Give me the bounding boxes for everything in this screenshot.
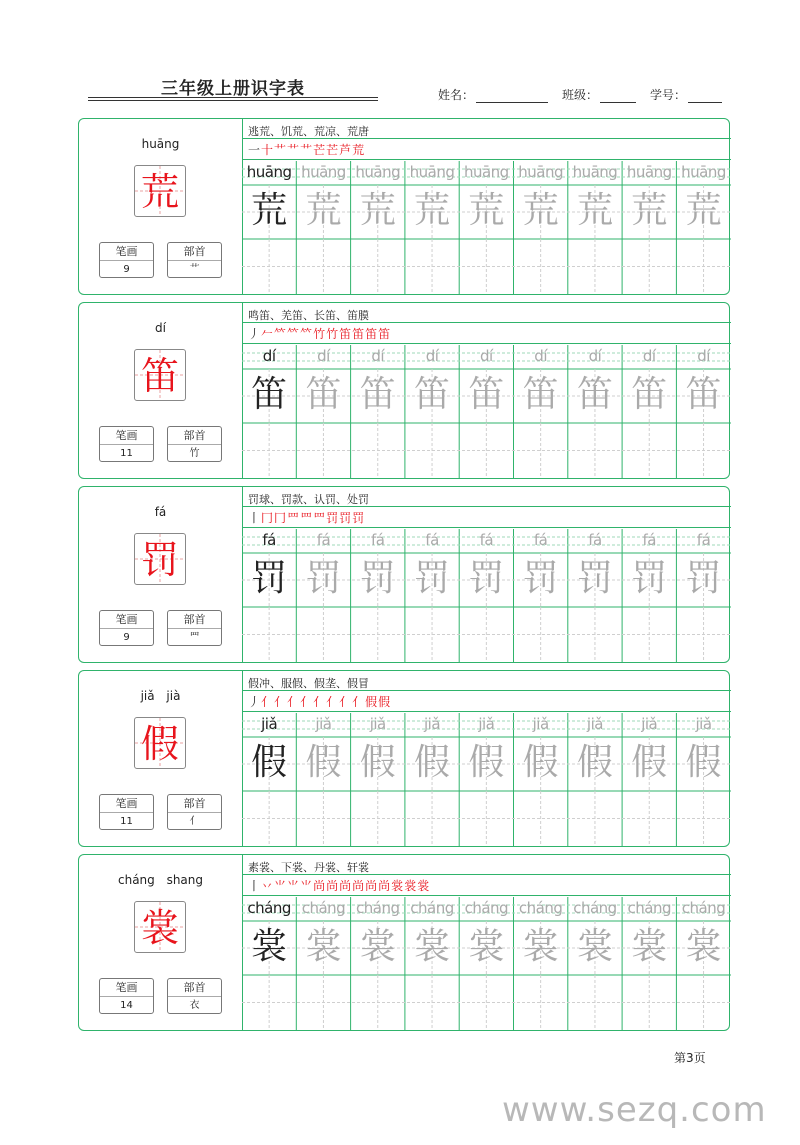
class-field[interactable] (562, 86, 636, 103)
row-divider (242, 159, 731, 160)
stroke-step: 一 (248, 143, 262, 157)
radical-label: 部首 (168, 427, 221, 445)
stroke-step: 笛 (339, 327, 353, 341)
character-box (134, 165, 186, 217)
stroke-step: 荒 (352, 143, 366, 157)
blank-writing-cell[interactable] (405, 239, 459, 294)
class-blank[interactable] (600, 89, 636, 103)
blank-writing-cell[interactable] (296, 975, 350, 1030)
character-trace: 罚 (468, 558, 505, 599)
practice-panel (242, 671, 731, 846)
stroke-step: 罚 (326, 511, 340, 525)
practice-grid (242, 713, 731, 846)
character-box (134, 717, 186, 769)
blank-writing-cell[interactable] (242, 607, 296, 662)
character-model: 笛 (251, 374, 288, 415)
character-trace: 裳 (305, 926, 342, 967)
stroke-step: 艹 (287, 143, 301, 157)
stroke-step: 丷 (261, 879, 275, 893)
practice-panel (242, 487, 731, 662)
character-trace: 笛 (305, 374, 342, 415)
stroke-step: 亻 (274, 695, 288, 709)
radical-value: 亻 (189, 816, 200, 827)
character-trace: 笛 (685, 374, 722, 415)
pinyin-label: fá (154, 505, 167, 519)
practice-panel (242, 119, 731, 294)
stroke-step: 假 (365, 695, 379, 709)
radical-box (167, 426, 222, 462)
radical-value: 艹 (189, 264, 200, 275)
student-id-label: 学号： (650, 88, 687, 102)
practice-panel (242, 303, 731, 478)
stroke-count-value: 11 (120, 448, 133, 459)
blank-writing-cell[interactable] (459, 975, 513, 1030)
practice-grid (242, 529, 731, 662)
stroke-step: 亻 (339, 695, 353, 709)
featured-character: 荒 (140, 170, 179, 214)
blank-writing-cell[interactable] (296, 239, 350, 294)
class-label: 班级： (562, 88, 599, 102)
blank-writing-cell[interactable] (405, 791, 459, 846)
stroke-count-box (99, 978, 154, 1014)
character-trace: 假 (305, 742, 342, 783)
character-trace: 裳 (576, 926, 613, 967)
stroke-step: 罚 (352, 511, 366, 525)
stroke-step: 笛 (352, 327, 366, 341)
character-card (78, 486, 730, 663)
title-underline (88, 97, 378, 98)
stroke-step: ⺌ (287, 879, 301, 893)
character-trace: 裳 (359, 926, 396, 967)
blank-writing-cell[interactable] (514, 423, 568, 478)
radical-label: 部首 (168, 979, 221, 997)
stroke-count-label: 笔画 (100, 243, 153, 261)
stroke-step: 罒 (313, 511, 327, 525)
character-trace: 罚 (359, 558, 396, 599)
character-trace: 荒 (359, 190, 396, 231)
pinyin-trace: huāng (518, 163, 564, 181)
pinyin-trace: jiǎ (478, 715, 495, 733)
pinyin-trace: jiǎ (641, 715, 658, 733)
blank-writing-cell[interactable] (459, 239, 513, 294)
character-info-panel (79, 119, 243, 294)
stroke-count-box (99, 794, 154, 830)
stroke-step: 艹 (274, 143, 288, 157)
pinyin-trace: huāng (409, 163, 455, 181)
pinyin-label: huāng (141, 137, 180, 151)
pinyin-model: jiǎ (261, 715, 278, 733)
stroke-step: 丨 (248, 879, 262, 893)
pinyin-model: fá (262, 531, 276, 549)
pinyin-label: dí (155, 321, 166, 335)
row-divider (242, 874, 731, 875)
blank-writing-cell[interactable] (242, 239, 296, 294)
pinyin-trace: fá (588, 531, 602, 549)
pinyin-trace: cháng (356, 899, 400, 917)
stroke-count-box (99, 610, 154, 646)
character-trace: 罚 (414, 558, 451, 599)
pinyin-trace: jiǎ (695, 715, 712, 733)
character-info-panel (79, 855, 243, 1030)
pinyin-trace: jiǎ (586, 715, 603, 733)
radical-value: 衣 (189, 1000, 200, 1011)
stroke-step: 裳 (417, 879, 431, 893)
stroke-step: 𥫗 (287, 327, 301, 341)
character-trace: 裳 (685, 926, 722, 967)
blank-writing-cell[interactable] (514, 607, 568, 662)
stroke-step: 笛 (365, 327, 379, 341)
stroke-step: 芦 (339, 143, 353, 157)
character-trace: 笛 (631, 374, 668, 415)
practice-grid (242, 897, 731, 1030)
stroke-step: 亻 (313, 695, 327, 709)
watermark: www.sezq.com (502, 1090, 767, 1130)
pinyin-trace: cháng (681, 899, 726, 917)
pinyin-trace: dí (479, 347, 493, 365)
name-field[interactable] (438, 86, 548, 103)
featured-character: 假 (140, 722, 179, 766)
character-trace: 假 (631, 742, 668, 783)
radical-box (167, 978, 222, 1014)
word-examples: 罚球、罚款、认罚、处罚 (248, 493, 369, 506)
blank-writing-cell[interactable] (351, 791, 405, 846)
stroke-step: 𥫗 (300, 327, 314, 341)
stroke-count-label: 笔画 (100, 979, 153, 997)
character-model: 假 (251, 742, 288, 783)
blank-writing-cell[interactable] (459, 423, 513, 478)
stroke-step: 尚 (313, 879, 327, 893)
radical-box (167, 794, 222, 830)
character-trace: 裳 (414, 926, 451, 967)
stroke-step: 𠂉 (261, 327, 275, 341)
pinyin-trace: fá (425, 531, 439, 549)
blank-writing-cell[interactable] (242, 423, 296, 478)
blank-writing-cell[interactable] (622, 423, 676, 478)
pinyin-trace: jiǎ (369, 715, 386, 733)
character-trace: 笛 (468, 374, 505, 415)
pinyin-trace: dí (371, 347, 385, 365)
stroke-order (248, 877, 430, 894)
pinyin-trace: dí (317, 347, 330, 365)
character-trace: 罚 (631, 558, 668, 599)
pinyin-trace: jiǎ (532, 715, 549, 733)
stroke-step: 亻 (287, 695, 301, 709)
row-divider (242, 343, 731, 344)
stroke-count-label: 笔画 (100, 611, 153, 629)
blank-writing-cell[interactable] (296, 423, 350, 478)
character-trace: 裳 (631, 926, 668, 967)
page-title: 三年级上册识字表 (161, 79, 305, 99)
blank-writing-cell[interactable] (405, 607, 459, 662)
stroke-step: 裳 (404, 879, 418, 893)
pinyin-trace: huāng (355, 163, 401, 181)
stroke-order (248, 325, 391, 342)
name-blank[interactable] (476, 89, 548, 103)
stroke-step: 尚 (339, 879, 353, 893)
stroke-step: 亻 (261, 695, 275, 709)
character-trace: 假 (414, 742, 451, 783)
blank-writing-cell[interactable] (622, 791, 676, 846)
blank-writing-cell[interactable] (568, 607, 622, 662)
blank-writing-cell[interactable] (459, 607, 513, 662)
word-examples: 素裳、下裳、丹裳、轩裳 (248, 861, 369, 874)
page-number: 第3页 (674, 1051, 706, 1065)
pinyin-trace: huāng (301, 163, 346, 181)
radical-box (167, 610, 222, 646)
pinyin-trace: cháng (627, 899, 671, 917)
pinyin-trace: dí (534, 347, 547, 365)
stroke-step: 艹 (300, 143, 314, 157)
stroke-step: 罒 (300, 511, 314, 525)
stroke-count-value: 11 (120, 816, 133, 827)
stroke-step: 冂 (261, 511, 275, 525)
blank-writing-cell[interactable] (459, 791, 513, 846)
stroke-step: 亻 (326, 695, 340, 709)
stroke-step: 假 (378, 695, 392, 709)
blank-writing-cell[interactable] (676, 423, 730, 478)
blank-writing-cell[interactable] (242, 975, 296, 1030)
stroke-step: 笛 (378, 327, 392, 341)
pinyin-trace: huāng (626, 163, 672, 181)
character-model: 罚 (251, 558, 288, 599)
blank-writing-cell[interactable] (676, 791, 730, 846)
character-trace: 罚 (576, 558, 613, 599)
blank-writing-cell[interactable] (622, 607, 676, 662)
stroke-step: 丿 (248, 327, 262, 341)
word-examples: 假冲、服假、假垄、假冒 (248, 677, 369, 690)
character-trace: 荒 (305, 190, 342, 231)
radical-value: 竹 (189, 448, 200, 459)
pinyin-trace: dí (697, 347, 710, 365)
stroke-step: 𥫗 (274, 327, 288, 341)
title-underline-double (88, 100, 378, 101)
character-trace: 罚 (685, 558, 722, 599)
character-box (134, 901, 186, 953)
name-label: 姓名： (438, 88, 475, 102)
character-card (78, 118, 730, 295)
stroke-step: 尚 (365, 879, 379, 893)
stroke-step: 芒 (326, 143, 340, 157)
character-box (134, 533, 186, 585)
blank-writing-cell[interactable] (568, 423, 622, 478)
character-trace: 笛 (576, 374, 613, 415)
stroke-step: 罒 (287, 511, 301, 525)
blank-writing-cell[interactable] (296, 791, 350, 846)
character-model: 荒 (251, 190, 288, 231)
pinyin-trace: fá (316, 531, 331, 549)
character-card (78, 670, 730, 847)
pinyin-trace: huāng (681, 163, 726, 181)
pinyin-trace: jiǎ (315, 715, 332, 733)
stroke-count-box (99, 426, 154, 462)
character-info-panel (79, 303, 243, 478)
character-trace: 假 (359, 742, 396, 783)
row-divider (242, 690, 731, 691)
blank-writing-cell[interactable] (676, 239, 730, 294)
row-divider (242, 711, 731, 712)
character-trace: 荒 (468, 190, 505, 231)
pinyin-model: huāng (246, 163, 292, 181)
blank-writing-cell[interactable] (676, 607, 730, 662)
radical-box (167, 242, 222, 278)
pinyin-trace: huāng (463, 163, 509, 181)
pinyin-model: cháng (247, 899, 291, 917)
stroke-step: 丨 (248, 511, 262, 525)
blank-writing-cell[interactable] (568, 239, 622, 294)
row-divider (242, 322, 731, 323)
stroke-step: 尚 (326, 879, 340, 893)
character-trace: 裳 (468, 926, 505, 967)
stroke-count-value: 9 (123, 264, 130, 275)
practice-panel (242, 855, 731, 1030)
stroke-step: 亻 (352, 695, 366, 709)
stroke-step: ⺌ (300, 879, 314, 893)
blank-writing-cell[interactable] (676, 975, 730, 1030)
row-divider (242, 506, 731, 507)
character-trace: 荒 (685, 190, 722, 231)
pinyin-trace: jiǎ (424, 715, 441, 733)
stroke-step: ⺌ (274, 879, 288, 893)
character-trace: 假 (522, 742, 559, 783)
featured-character: 裳 (140, 906, 179, 950)
character-info-panel (79, 671, 243, 846)
pinyin-trace: dí (642, 347, 656, 365)
character-card (78, 854, 730, 1031)
row-divider (242, 138, 731, 139)
student-id-blank[interactable] (688, 89, 722, 103)
stroke-step: 罚 (339, 511, 353, 525)
pinyin-trace: cháng (518, 899, 563, 917)
pinyin-trace: cháng (573, 899, 617, 917)
blank-writing-cell[interactable] (514, 975, 568, 1030)
character-trace: 罚 (305, 558, 342, 599)
blank-writing-cell[interactable] (351, 239, 405, 294)
character-trace: 荒 (631, 190, 668, 231)
pinyin-label: cháng shang (117, 873, 204, 887)
blank-writing-cell[interactable] (405, 975, 459, 1030)
stroke-count-box (99, 242, 154, 278)
blank-writing-cell[interactable] (351, 607, 405, 662)
stroke-step: 丿 (248, 695, 262, 709)
radical-label: 部首 (168, 795, 221, 813)
stroke-step: 竹 (326, 327, 340, 341)
blank-writing-cell[interactable] (296, 607, 350, 662)
character-card (78, 302, 730, 479)
radical-label: 部首 (168, 611, 221, 629)
character-box (134, 349, 186, 401)
blank-writing-cell[interactable] (568, 975, 622, 1030)
blank-writing-cell[interactable] (622, 975, 676, 1030)
pinyin-trace: cháng (410, 899, 454, 917)
word-examples: 逃荒、饥荒、荒凉、荒唐 (248, 125, 369, 138)
radical-label: 部首 (168, 243, 221, 261)
stroke-step: 冂 (274, 511, 288, 525)
stroke-count-label: 笔画 (100, 795, 153, 813)
stroke-step: 竹 (313, 327, 327, 341)
featured-character: 笛 (140, 354, 179, 398)
character-trace: 荒 (522, 190, 559, 231)
blank-writing-cell[interactable] (405, 423, 459, 478)
character-trace: 假 (685, 742, 722, 783)
stroke-step: 芒 (313, 143, 327, 157)
blank-writing-cell[interactable] (242, 791, 296, 846)
blank-writing-cell[interactable] (568, 791, 622, 846)
stroke-count-label: 笔画 (100, 427, 153, 445)
stroke-order (248, 509, 365, 526)
pinyin-trace: fá (533, 531, 548, 549)
stroke-step: 裳 (391, 879, 405, 893)
pinyin-trace: dí (588, 347, 602, 365)
stroke-step: 亻 (300, 695, 314, 709)
student-id-field[interactable] (650, 86, 722, 103)
character-trace: 笛 (359, 374, 396, 415)
blank-writing-cell[interactable] (351, 423, 405, 478)
practice-grid (242, 345, 731, 478)
pinyin-model: dí (262, 347, 276, 365)
featured-character: 罚 (140, 538, 179, 582)
character-trace: 裳 (522, 926, 559, 967)
pinyin-trace: fá (696, 531, 711, 549)
pinyin-trace: huāng (572, 163, 618, 181)
blank-writing-cell[interactable] (514, 239, 568, 294)
blank-writing-cell[interactable] (351, 975, 405, 1030)
blank-writing-cell[interactable] (514, 791, 568, 846)
pinyin-trace: fá (371, 531, 385, 549)
character-trace: 荒 (576, 190, 613, 231)
pinyin-trace: fá (479, 531, 494, 549)
stroke-order (248, 693, 391, 710)
stroke-count-value: 9 (123, 632, 130, 643)
word-examples: 鸣笛、羌笛、长笛、笛膜 (248, 309, 369, 322)
character-model: 裳 (251, 926, 288, 967)
stroke-step: 尚 (352, 879, 366, 893)
radical-value: 罒 (189, 632, 200, 643)
stroke-step: 十 (261, 143, 275, 157)
pinyin-label: jiǎ jià (140, 689, 181, 703)
pinyin-trace: cháng (301, 899, 346, 917)
row-divider (242, 527, 731, 528)
character-trace: 假 (468, 742, 505, 783)
stroke-step: 尚 (378, 879, 392, 893)
character-trace: 笛 (414, 374, 451, 415)
stroke-count-value: 14 (120, 1000, 133, 1011)
stroke-order (248, 141, 365, 158)
practice-grid (242, 161, 731, 294)
blank-writing-cell[interactable] (622, 239, 676, 294)
character-info-panel (79, 487, 243, 662)
character-trace: 假 (576, 742, 613, 783)
page-header (0, 0, 800, 110)
character-trace: 罚 (522, 558, 559, 599)
character-trace: 笛 (522, 374, 559, 415)
pinyin-trace: dí (425, 347, 439, 365)
pinyin-trace: fá (642, 531, 656, 549)
row-divider (242, 895, 731, 896)
pinyin-trace: cháng (464, 899, 509, 917)
character-trace: 荒 (414, 190, 451, 231)
